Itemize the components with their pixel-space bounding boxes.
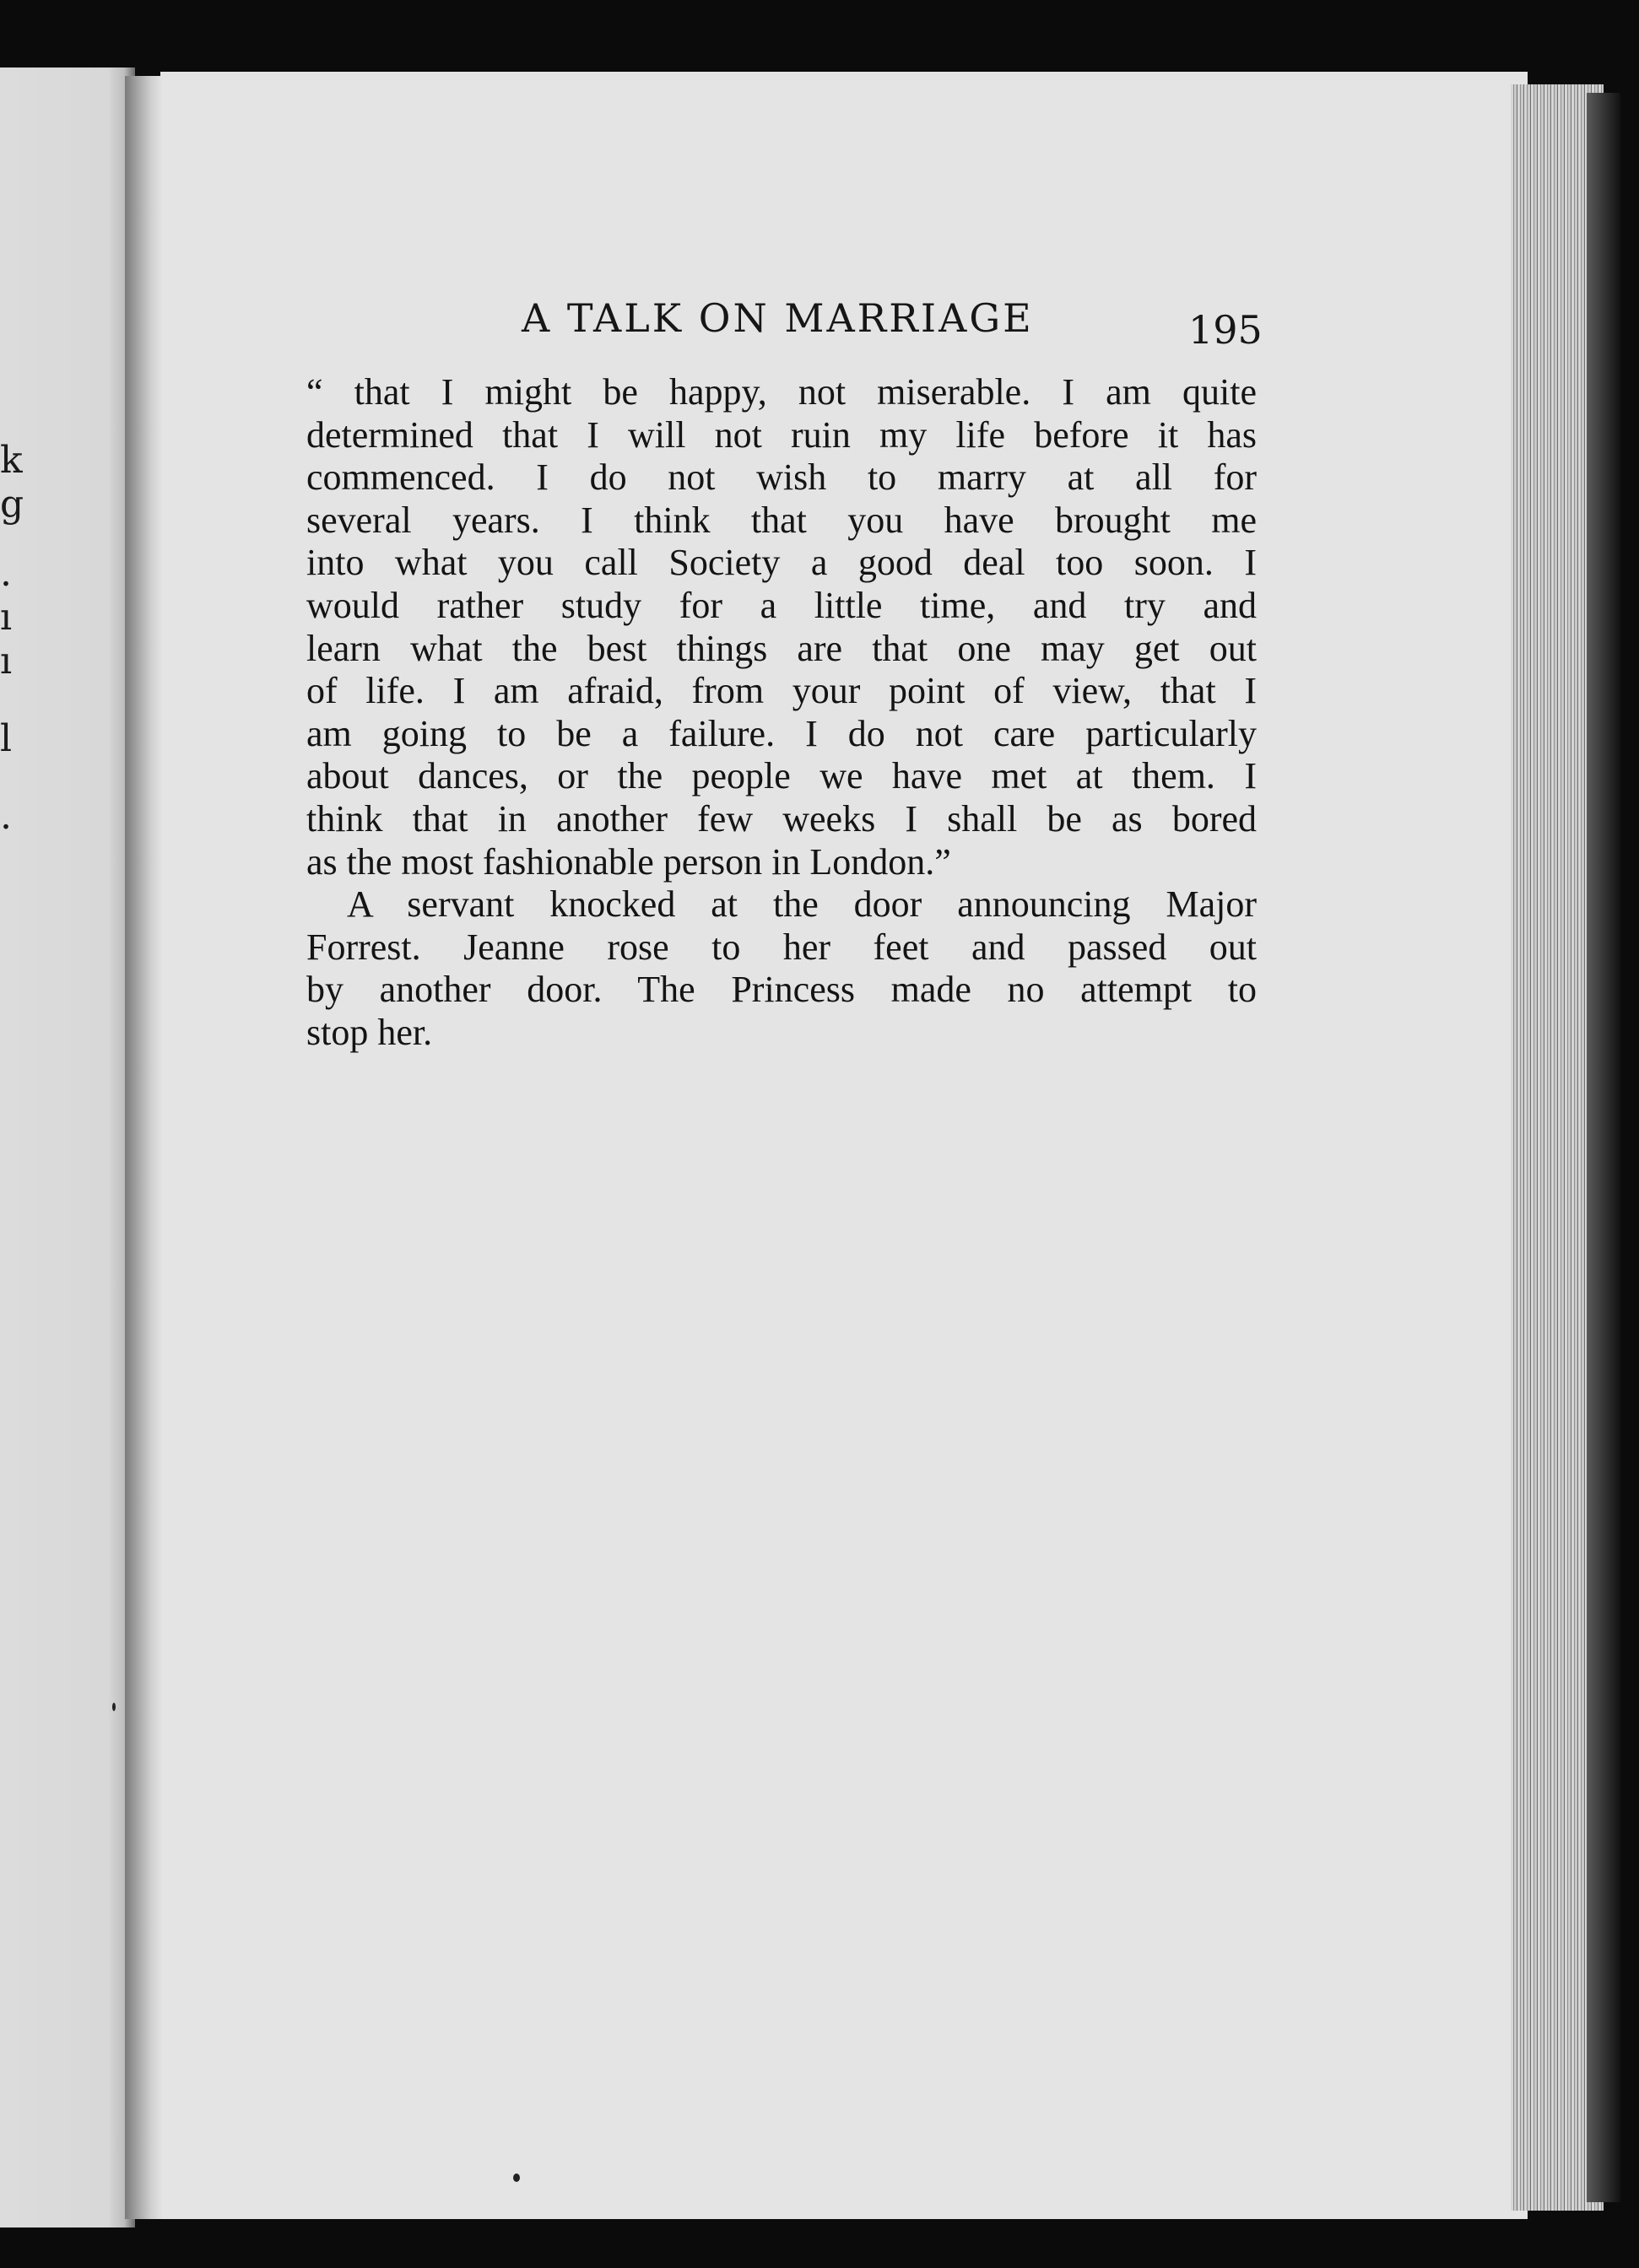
fragment: l bbox=[0, 717, 13, 760]
running-header: A TALK ON MARRIAGE bbox=[522, 295, 1034, 341]
page-number: 195 bbox=[1188, 307, 1263, 353]
scan-speck bbox=[513, 2174, 520, 2182]
text-line: several years. I think that you have brought me bbox=[306, 499, 1257, 541]
text-line: determined that I will not ruin my life before it has bbox=[306, 413, 1257, 456]
fragment: g bbox=[0, 483, 24, 526]
fragment: ı bbox=[0, 596, 13, 639]
text-line: think that in another few weeks I shall be as bored bbox=[306, 797, 1257, 840]
text-line: as the most fashionable person in London.” bbox=[306, 840, 951, 883]
fragment: . bbox=[0, 795, 12, 838]
fragment: ı bbox=[0, 640, 13, 683]
page-block-shadow bbox=[1587, 93, 1620, 2202]
text-line: of life. I am afraid, from your point of view, that I bbox=[306, 670, 1257, 712]
text-line: learn what the best things are that one may get out bbox=[306, 627, 1257, 669]
scan-speck bbox=[112, 1703, 116, 1711]
text-line: by another door. The Princess made no attempt to bbox=[306, 969, 1257, 1011]
page-gutter bbox=[125, 76, 162, 2219]
paragraph bbox=[306, 371, 1257, 883]
text-line: into what you call Society a good deal too soon. I bbox=[306, 542, 1257, 584]
text-line: am going to be a failure. I do not care particularly bbox=[306, 712, 1257, 754]
fragment: . bbox=[0, 552, 12, 595]
previous-page-text-fragments bbox=[0, 439, 24, 839]
previous-page-edge bbox=[0, 68, 135, 2228]
body-text bbox=[306, 371, 1257, 1055]
text-line: would rather study for a little time, and try and bbox=[306, 584, 1257, 626]
text-line: “ that I might be happy, not miserable. I am quite bbox=[306, 371, 1257, 413]
text-line: about dances, or the people we have met at them. I bbox=[306, 755, 1257, 797]
text-line: stop her. bbox=[306, 1011, 433, 1053]
text-line: commenced. I do not wish to marry at all for bbox=[306, 456, 1257, 499]
paragraph bbox=[306, 883, 1257, 1054]
fragment: k bbox=[0, 439, 23, 482]
text-line: Forrest. Jeanne rose to her feet and passed out bbox=[306, 926, 1257, 968]
text-line: A servant knocked at the door announcing Major bbox=[347, 883, 1257, 926]
